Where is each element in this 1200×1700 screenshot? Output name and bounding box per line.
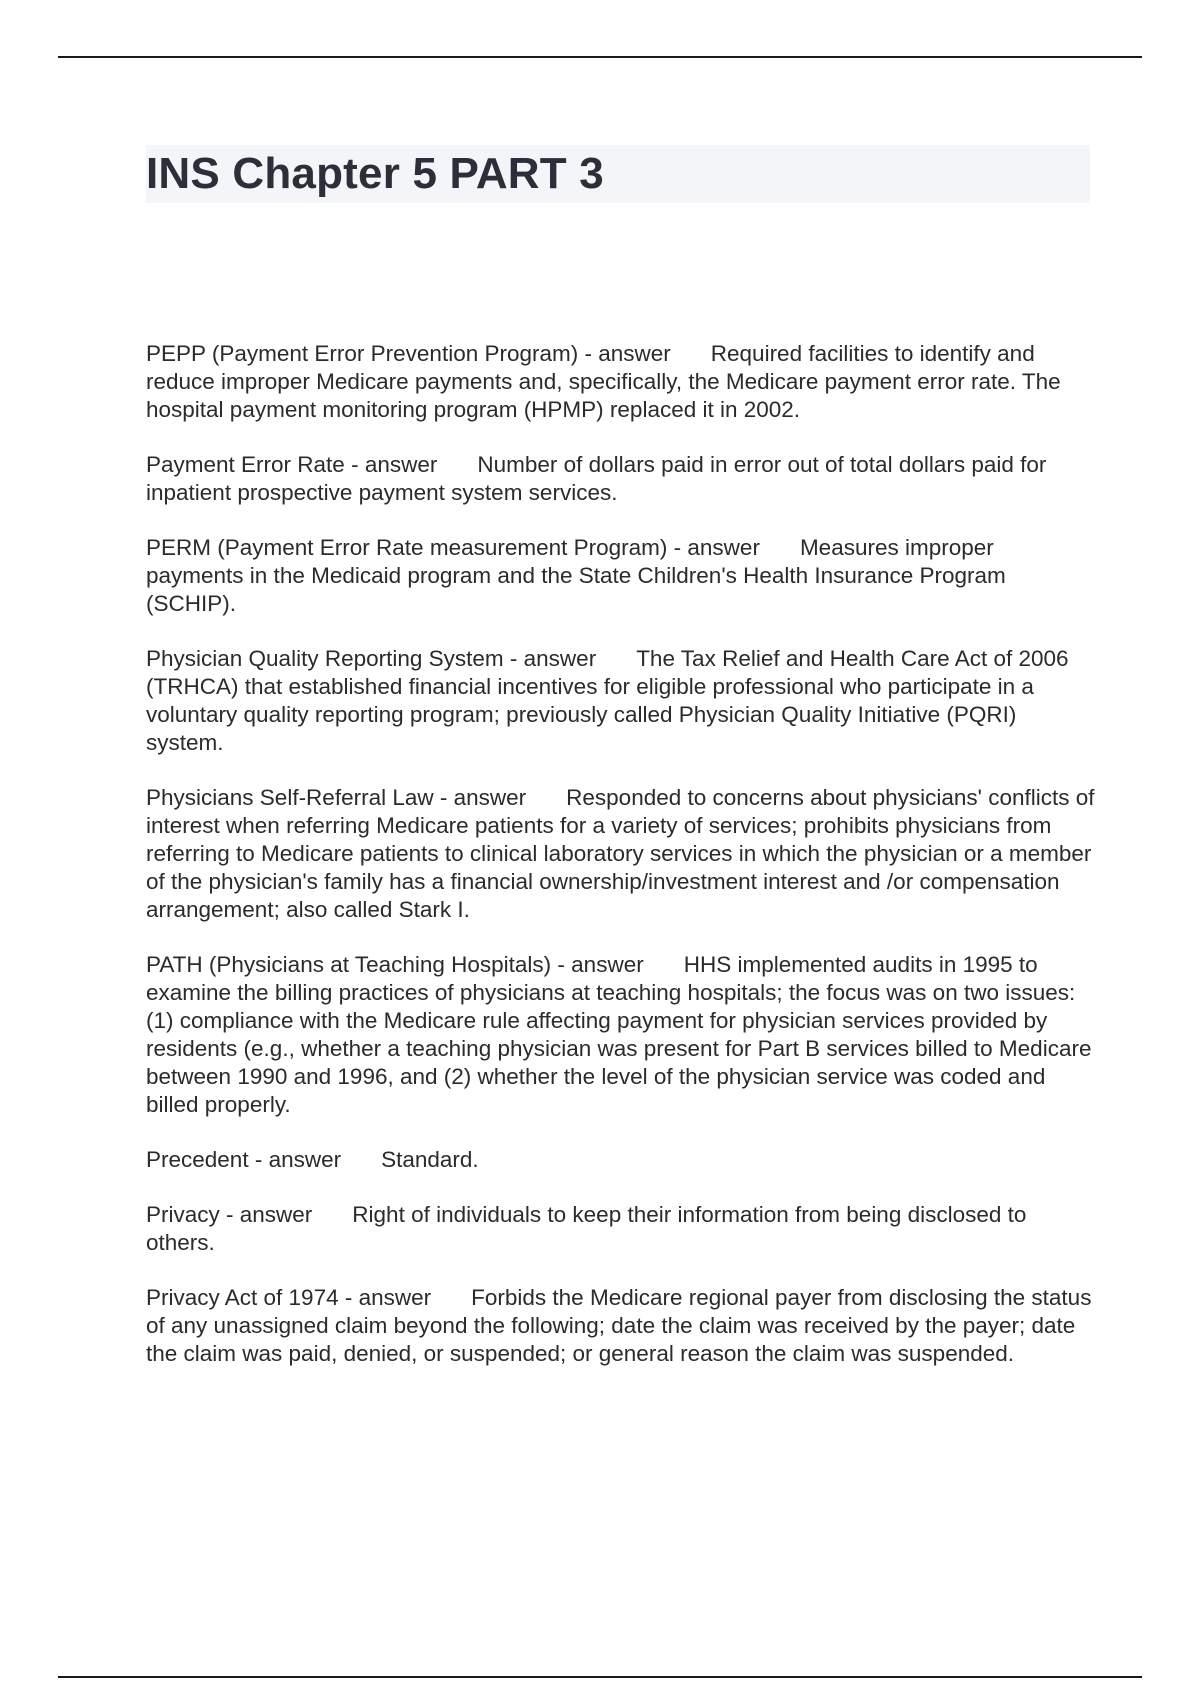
entry-definition: Standard. <box>381 1147 479 1172</box>
entry-definition: Number of dollars paid in error out of total dollars paid for inpatient prospective payment system services. <box>146 452 1047 505</box>
list-item <box>146 951 1096 1119</box>
entry-separator: - answer <box>551 952 644 977</box>
entry-term: Privacy <box>146 1202 220 1227</box>
top-divider <box>58 56 1142 58</box>
bottom-divider <box>58 1676 1142 1678</box>
entry-definition: Measures improper payments in the Medicaid program and the State Children's Health Insurance Program (SCHIP). <box>146 535 1006 616</box>
entry-term: Privacy Act of 1974 <box>146 1285 339 1310</box>
list-item <box>146 451 1096 507</box>
list-item <box>146 1201 1096 1257</box>
list-item <box>146 1284 1096 1368</box>
list-item <box>146 1146 1096 1174</box>
entry-separator: - answer <box>578 341 671 366</box>
entry-separator: - answer <box>219 1202 313 1227</box>
entry-term: PERM (Payment Error Rate measurement Program) <box>146 535 668 560</box>
entry-definition: HHS implemented audits in 1995 to examine the billing practices of physicians at teaching hospitals; the focus was on two issues: (1) compliance with the Medicare rule affecting payment for physician services provided by residents (e.g., whether a teaching physician was present for Part B services billed to Medicare between 1990 and 1996, and (2) whether the level of the physician service was coded and billed properly. <box>146 952 1092 1117</box>
entry-term: Precedent <box>146 1147 249 1172</box>
entry-term: Physicians Self-Referral Law <box>146 785 434 810</box>
entry-separator: - answer <box>667 535 760 560</box>
entry-definition: The Tax Relief and Health Care Act of 2006 (TRHCA) that established financial incentives for eligible professional who participate in a voluntary quality reporting program; previously called Physician Quality Initiative (PQRI) system. <box>146 646 1069 755</box>
entry-definition: Required facilities to identify and reduce improper Medicare payments and, specifically, the Medicare payment error rate. The hospital payment monitoring program (HPMP) replaced it in 2002. <box>146 341 1061 422</box>
entry-definition: Right of individuals to keep their information from being disclosed to others. <box>146 1202 1027 1255</box>
entry-definition: Forbids the Medicare regional payer from disclosing the status of any unassigned claim beyond the following; date the claim was received by the payer; date the claim was paid, denied, or suspended; or general reason the claim was suspended. <box>146 1285 1092 1366</box>
entry-term: Payment Error Rate <box>146 452 345 477</box>
list-item <box>146 784 1096 924</box>
entry-separator: - answer <box>248 1147 342 1172</box>
entry-separator: - answer <box>433 785 527 810</box>
list-item <box>146 340 1096 424</box>
entry-term: Physician Quality Reporting System <box>146 646 504 671</box>
entry-definition: Responded to concerns about physicians' conflicts of interest when referring Medicare patients for a variety of services; prohibits physicians from referring to Medicare patients to clinical laboratory services in which the physician or a member of the physician's family has a financial ownership/investment interest and /or compensation arrangement; also called Stark I. <box>146 785 1095 922</box>
page-title: INS Chapter 5 PART 3 <box>146 149 604 198</box>
entry-term: PEPP (Payment Error Prevention Program) <box>146 341 579 366</box>
entry-separator: - answer <box>338 1285 432 1310</box>
entry-separator: - answer <box>344 452 438 477</box>
entry-separator: - answer <box>503 646 597 671</box>
entry-term: PATH (Physicians at Teaching Hospitals) <box>146 952 552 977</box>
flashcard-list <box>146 340 1096 1395</box>
list-item <box>146 534 1096 618</box>
list-item <box>146 645 1096 757</box>
